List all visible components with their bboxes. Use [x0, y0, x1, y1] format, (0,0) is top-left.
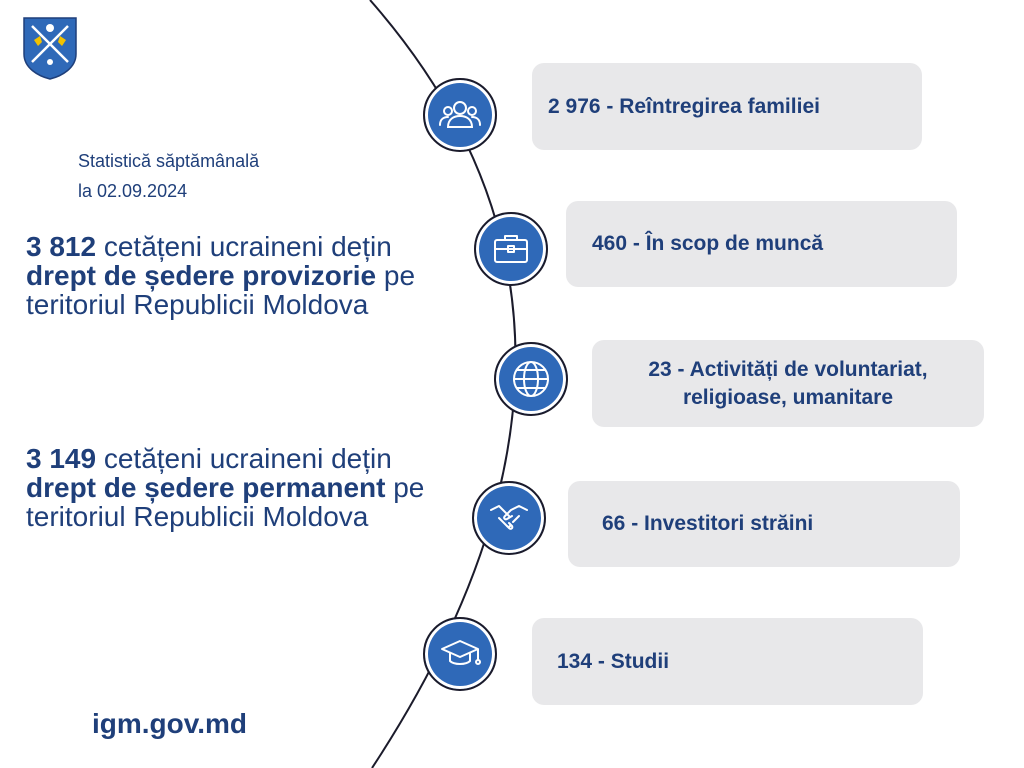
card-label: 66 - Investitori străini [602, 512, 814, 535]
briefcase-icon [474, 212, 548, 286]
card-volunteer-religious-humanitarian [592, 340, 984, 427]
card-foreign-investors [568, 481, 960, 567]
card-family-reunification [532, 63, 922, 150]
card-studies [532, 618, 923, 705]
globe-icon [494, 342, 568, 416]
stat-text: pe teritoriul Republicii Moldova [26, 260, 416, 320]
card-label: 460 - În scop de muncă [592, 232, 824, 255]
card-label-line1: 23 - Activități de voluntariat, [648, 357, 928, 381]
subtitle-title: Statistică săptămânală [78, 151, 260, 171]
stat-number: 3 149 [26, 443, 97, 474]
stat-text: cetățeni ucraineni dețin [96, 231, 392, 262]
subtitle-date: la 02.09.2024 [78, 181, 188, 201]
family-icon [423, 78, 497, 152]
stat-number: 3 812 [26, 231, 97, 262]
card-label: 2 976 - Reîntregirea familiei [548, 94, 820, 118]
card-label: 134 - Studii [557, 649, 670, 673]
stat-text: pe teritoriul Republicii Moldova [26, 472, 425, 532]
stat-bold-text: drept de ședere provizorie [26, 260, 377, 291]
card-label-line2: religioase, umanitare [682, 385, 894, 409]
stat-bold-text: drept de ședere permanent [26, 472, 386, 503]
handshake-icon [472, 481, 546, 555]
graduation-cap-icon [423, 617, 497, 691]
stat-text: cetățeni ucraineni dețin [96, 443, 392, 474]
card-work [566, 201, 957, 287]
website-link[interactable]: igm.gov.md [92, 708, 248, 739]
